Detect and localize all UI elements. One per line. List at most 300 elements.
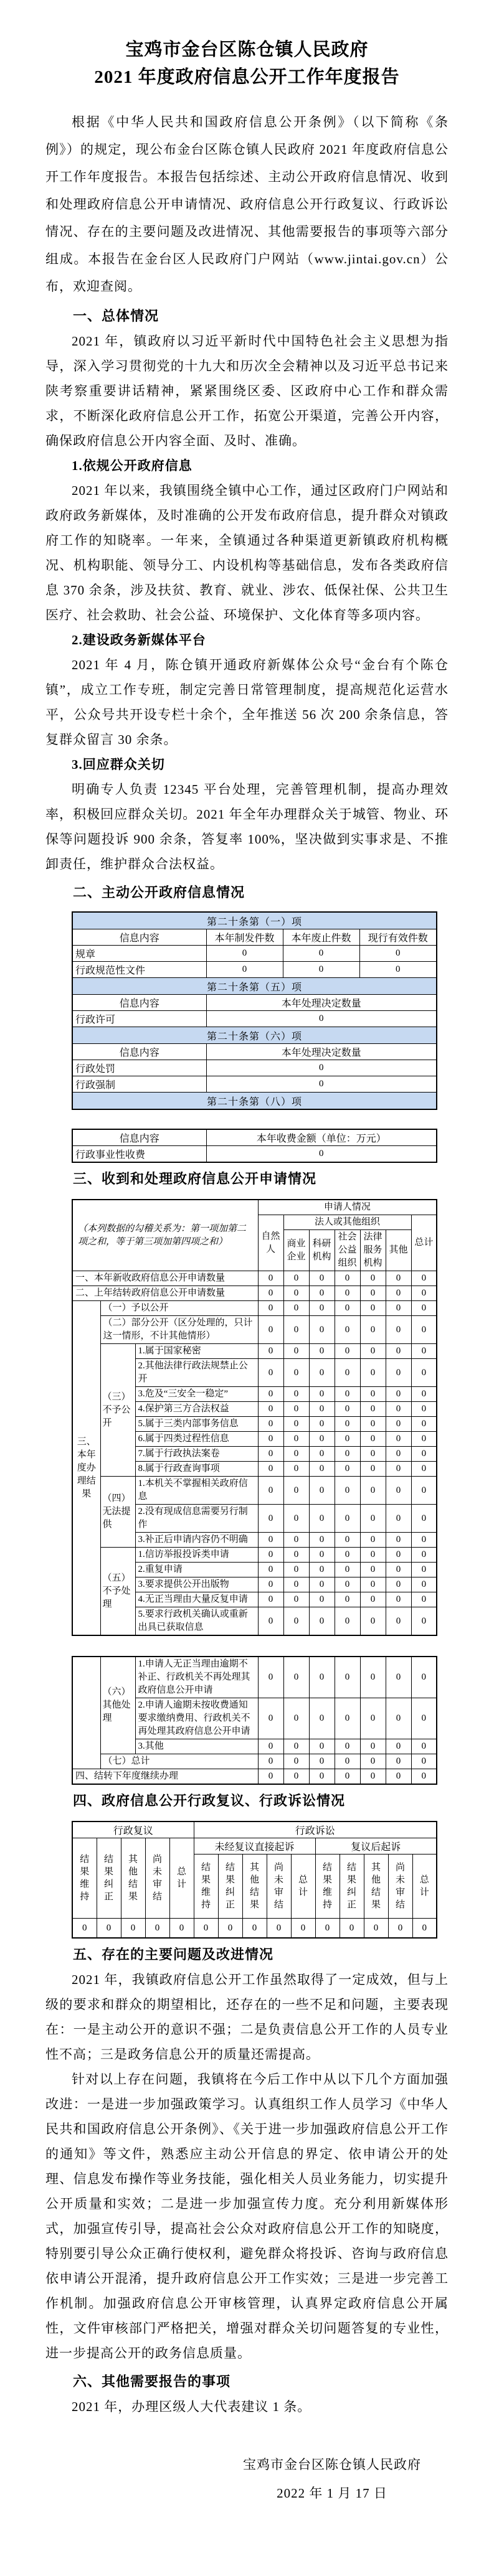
value-cell: 0 xyxy=(283,1577,309,1592)
value-cell: 0 xyxy=(258,1316,283,1344)
value-cell: 0 xyxy=(309,1533,335,1548)
table-header-row xyxy=(72,995,437,1011)
value-cell: 0 xyxy=(335,1505,360,1533)
table-row xyxy=(72,1316,437,1344)
value-cell: 0 xyxy=(258,1698,283,1739)
value-cell: 0 xyxy=(411,1607,437,1636)
table-header-row xyxy=(72,929,437,946)
value-cell: 0 xyxy=(360,1417,386,1432)
column-header: 社会公益组织 xyxy=(335,1230,360,1271)
row-label: 二、上年结转政府信息公开申请数量 xyxy=(72,1286,258,1301)
value-cell: 0 xyxy=(309,1548,335,1563)
value-cell: 0 xyxy=(411,1316,437,1344)
value-cell: 0 xyxy=(309,1462,335,1477)
table-row xyxy=(72,1286,437,1301)
value-cell: 0 xyxy=(386,1462,411,1477)
value-cell: 0 xyxy=(283,1432,309,1447)
value-cell: 0 xyxy=(386,1417,411,1432)
row-label: 1.属于国家秘密 xyxy=(135,1344,258,1359)
value-cell: 0 xyxy=(359,946,437,962)
group-label-unable: （四）无法提供 xyxy=(100,1477,135,1548)
value-cell: 0 xyxy=(258,1769,283,1785)
group-label-other: （六）其他处理 xyxy=(100,1657,135,1754)
overview-paragraph: 2021 年，镇政府以习近平新时代中国特色社会主义思想为指导，深入学习贯彻党的十九大和历次全会精神以及习近平总书记来陕考察重要讲话精神，紧紧围绕区委、区政府中心工作和群众需求，不断深化政府信息公开工作，拓宽公开渠道，完善公开内容，确保政府信息公开内容全面、及时、准确。 xyxy=(45,334,449,448)
value-cell: 0 xyxy=(169,1919,194,1939)
value-cell: 0 xyxy=(206,962,283,978)
section-heading-applications: 三、收到和处理政府信息公开申请情况 xyxy=(73,1171,317,1187)
value-cell: 0 xyxy=(283,1657,309,1698)
value-cell: 0 xyxy=(360,1505,386,1533)
table-row xyxy=(72,1146,437,1163)
value-cell: 0 xyxy=(283,1477,309,1505)
group-label-results: 三、本年度办理结果 xyxy=(72,1301,100,1636)
value-cell: 0 xyxy=(411,1286,437,1301)
table-row xyxy=(72,1301,437,1316)
row-label: 3.其他 xyxy=(135,1739,258,1754)
value-cell: 0 xyxy=(335,1657,360,1698)
value-cell: 0 xyxy=(386,1657,411,1698)
column-header xyxy=(97,1838,121,1919)
value-cell: 0 xyxy=(218,1919,242,1939)
value-cell: 0 xyxy=(360,1286,386,1301)
value-cell: 0 xyxy=(360,1301,386,1316)
value-cell: 0 xyxy=(360,1271,386,1286)
table-header-row xyxy=(72,1838,437,1854)
row-label: 四、结转下年度继续办理 xyxy=(72,1769,258,1785)
value-cell: 0 xyxy=(335,1754,360,1769)
value-cell: 0 xyxy=(411,1359,437,1387)
value-cell: 0 xyxy=(386,1548,411,1563)
value-cell: 0 xyxy=(309,1592,335,1607)
value-cell: 0 xyxy=(121,1919,145,1939)
value-cell: 0 xyxy=(309,1607,335,1636)
value-cell: 0 xyxy=(386,1698,411,1739)
value-cell: 0 xyxy=(206,1060,437,1076)
value-cell: 0 xyxy=(283,1286,309,1301)
value-cell: 0 xyxy=(283,1769,309,1785)
value-cell: 0 xyxy=(364,1919,388,1939)
value-cell: 0 xyxy=(258,1344,283,1359)
value-cell: 0 xyxy=(386,1301,411,1316)
value-cell: 0 xyxy=(360,1548,386,1563)
value-cell: 0 xyxy=(411,1592,437,1607)
row-label: 3.危及“三安全一稳定” xyxy=(135,1387,258,1402)
value-cell: 0 xyxy=(411,1769,437,1785)
value-cell: 0 xyxy=(360,1739,386,1754)
column-header: 本年制发件数 xyxy=(206,929,283,946)
section-heading-other-matters: 六、其他需要报告的事项 xyxy=(73,2374,231,2389)
table-row xyxy=(72,1344,437,1359)
band-article20-item8: 第二十条第（八）项 xyxy=(72,1093,437,1110)
value-cell: 0 xyxy=(258,1402,283,1417)
value-cell: 0 xyxy=(360,1477,386,1505)
value-cell: 0 xyxy=(360,1657,386,1698)
value-cell: 0 xyxy=(335,1592,360,1607)
column-header-legal-group: 法人或其他组织 xyxy=(283,1215,411,1230)
value-cell: 0 xyxy=(335,1417,360,1432)
vertical-label: 结果纠正 xyxy=(346,1863,356,1910)
value-cell: 0 xyxy=(411,1462,437,1477)
table-row xyxy=(72,1548,437,1563)
value-cell: 0 xyxy=(309,1769,335,1785)
vertical-label: 尚未审结 xyxy=(273,1863,283,1910)
value-cell: 0 xyxy=(360,1387,386,1402)
value-cell: 0 xyxy=(258,1447,283,1462)
column-header xyxy=(121,1838,145,1919)
vertical-label: 总计 xyxy=(298,1875,308,1897)
value-cell: 0 xyxy=(360,1402,386,1417)
respond-concerns-paragraph: 明确专人负责 12345 平台处理，完善管理机制，提高办理效率，积极回应群众关切。2021 年全年办理群众关于城管、物业、环保等问题投诉 900 余条，答复率 100%，坚决做到实事求是、不推卸责任，维护群众合法权益。 xyxy=(45,782,449,872)
band-article20-item1: 第二十条第（一）项 xyxy=(72,912,437,929)
column-header: 信息内容 xyxy=(72,1129,206,1146)
column-header xyxy=(412,1854,437,1919)
value-cell: 0 xyxy=(411,1548,437,1563)
column-header xyxy=(242,1854,267,1919)
column-header xyxy=(291,1854,315,1919)
group-label-reject: （五）不予处理 xyxy=(100,1548,135,1636)
value-cell: 0 xyxy=(359,962,437,978)
value-cell: 0 xyxy=(411,1533,437,1548)
value-cell: 0 xyxy=(242,1919,267,1939)
row-label: 行政事业性收费 xyxy=(72,1146,206,1163)
vertical-label: 结果纠正 xyxy=(103,1854,113,1902)
value-cell: 0 xyxy=(206,1076,437,1093)
value-cell: 0 xyxy=(283,1301,309,1316)
value-cell: 0 xyxy=(386,1607,411,1636)
applications-table-part2 xyxy=(72,1656,437,1785)
row-label: 3.补正后申请内容仍不明确 xyxy=(135,1533,258,1548)
vertical-label: 结果维持 xyxy=(201,1863,211,1910)
value-cell: 0 xyxy=(386,1592,411,1607)
value-cell: 0 xyxy=(335,1563,360,1577)
value-cell: 0 xyxy=(283,1316,309,1344)
table-band-row xyxy=(72,1027,437,1044)
value-cell: 0 xyxy=(283,1402,309,1417)
value-cell: 0 xyxy=(309,1402,335,1417)
after-review-lawsuit-header: 复议后起诉 xyxy=(315,1838,437,1854)
vertical-label: 其他结果 xyxy=(371,1863,381,1910)
review-lawsuit-table xyxy=(72,1821,437,1939)
page-break-gap xyxy=(45,1636,449,1656)
value-cell: 0 xyxy=(258,1387,283,1402)
intro-paragraph: 根据《中华人民共和国政府信息公开条例》（以下简称《条例》）的规定，现公布金台区陈仓镇人民政府 2021 年度政府信息公开工作年度报告。本报告包括综述、主动公开政府信息情况、收到和处理政府信息公开申请情况、政府信息公开行政复议、行政诉讼情况、存在的主要问题及改进情况、其他需要报告的事项等六部分组成。本报告在金台区人民政府门户网站（www.jintai.gov.cn）公布，欢迎查阅。 xyxy=(45,115,449,294)
value-cell: 0 xyxy=(258,1505,283,1533)
column-header xyxy=(218,1854,242,1919)
column-header: 科研机构 xyxy=(309,1230,335,1271)
value-cell: 0 xyxy=(360,1592,386,1607)
row-label: 5.要求行政机关确认或重新出具已获取信息 xyxy=(135,1607,258,1636)
subheading-disclosure-by-rule: 1.依规公开政府信息 xyxy=(72,458,192,473)
value-cell: 0 xyxy=(360,1447,386,1462)
table-note: （本列数据的勾稽关系为：第一项加第二项之和，等于第三项加第四项之和） xyxy=(72,1200,258,1271)
column-header xyxy=(169,1838,194,1919)
signature-date: 2022 年 1 月 17 日 xyxy=(277,2486,387,2501)
section-heading-proactive-disclosure: 二、主动公开政府信息情况 xyxy=(73,885,245,900)
value-cell: 0 xyxy=(258,1477,283,1505)
row-label: 7.属于行政执法案卷 xyxy=(135,1447,258,1462)
value-cell: 0 xyxy=(411,1563,437,1577)
empty-cell xyxy=(72,1657,100,1769)
row-label: 1.本机关不掌握相关政府信息 xyxy=(135,1477,258,1505)
value-cell: 0 xyxy=(386,1505,411,1533)
value-cell: 0 xyxy=(388,1919,412,1939)
vertical-label: 结果维持 xyxy=(322,1863,332,1910)
value-cell: 0 xyxy=(283,1387,309,1402)
value-cell: 0 xyxy=(335,1477,360,1505)
value-cell: 0 xyxy=(258,1754,283,1769)
value-cell: 0 xyxy=(360,1316,386,1344)
table-row xyxy=(72,1271,437,1286)
value-cell: 0 xyxy=(283,1563,309,1577)
value-cell: 0 xyxy=(335,1271,360,1286)
value-cell: 0 xyxy=(360,1359,386,1387)
row-label: 5.属于三类内部事务信息 xyxy=(135,1417,258,1432)
value-cell: 0 xyxy=(309,1359,335,1387)
value-cell: 0 xyxy=(335,1462,360,1477)
value-cell: 0 xyxy=(258,1548,283,1563)
value-cell: 0 xyxy=(386,1563,411,1577)
vertical-label: 总计 xyxy=(176,1867,186,1889)
subheading-respond-concerns: 3.回应群众关切 xyxy=(72,757,165,772)
value-cell: 0 xyxy=(386,1769,411,1785)
value-cell: 0 xyxy=(386,1739,411,1754)
vertical-label: 尚未审结 xyxy=(152,1854,162,1902)
row-label: 4.无正当理由大量反复申请 xyxy=(135,1592,258,1607)
value-cell: 0 xyxy=(411,1657,437,1698)
row-label: 2.没有现成信息需要另行制作 xyxy=(135,1505,258,1533)
article20-item8-table xyxy=(72,1129,437,1163)
row-label: 规章 xyxy=(72,946,206,962)
value-cell: 0 xyxy=(386,1402,411,1417)
value-cell: 0 xyxy=(411,1417,437,1432)
review-header: 行政复议 xyxy=(72,1822,194,1838)
value-cell: 0 xyxy=(386,1477,411,1505)
row-label: 行政许可 xyxy=(72,1011,206,1027)
table-row xyxy=(72,962,437,978)
table-row xyxy=(72,1011,437,1027)
value-cell: 0 xyxy=(309,1344,335,1359)
column-header xyxy=(388,1854,412,1919)
value-cell: 0 xyxy=(283,1739,309,1754)
lawsuit-header: 行政诉讼 xyxy=(194,1822,437,1838)
section-heading-overview: 一、总体情况 xyxy=(73,308,159,324)
value-cell: 0 xyxy=(411,1402,437,1417)
value-cell: 0 xyxy=(386,1271,411,1286)
value-cell: 0 xyxy=(283,1344,309,1359)
value-cell: 0 xyxy=(335,1432,360,1447)
applications-table-part1 xyxy=(72,1199,437,1636)
page-title-line1: 宝鸡市金台区陈仓镇人民政府 xyxy=(125,40,369,60)
value-cell: 0 xyxy=(386,1286,411,1301)
column-header: 本年废止件数 xyxy=(283,929,359,946)
column-header xyxy=(340,1854,364,1919)
value-cell: 0 xyxy=(360,1577,386,1592)
column-header xyxy=(145,1838,169,1919)
table-header-row xyxy=(72,1044,437,1060)
column-header: 信息内容 xyxy=(72,995,206,1011)
vertical-label: 其他结果 xyxy=(249,1863,259,1910)
row-label: （一）予以公开 xyxy=(100,1301,258,1316)
value-cell: 0 xyxy=(335,1698,360,1739)
vertical-label: 总计 xyxy=(419,1875,429,1897)
value-cell: 0 xyxy=(411,1477,437,1505)
value-cell: 0 xyxy=(258,1286,283,1301)
column-header: 其他 xyxy=(386,1230,411,1271)
value-cell: 0 xyxy=(411,1447,437,1462)
value-cell: 0 xyxy=(335,1533,360,1548)
value-cell: 0 xyxy=(258,1301,283,1316)
value-cell: 0 xyxy=(283,1548,309,1563)
row-label: 6.属于四类过程性信息 xyxy=(135,1432,258,1447)
table-row xyxy=(72,1076,437,1093)
vertical-label: 结果纠正 xyxy=(225,1863,235,1910)
value-cell: 0 xyxy=(411,1505,437,1533)
page-break-gap xyxy=(45,1110,449,1129)
vertical-label: 尚未审结 xyxy=(395,1863,405,1910)
value-cell: 0 xyxy=(258,1607,283,1636)
value-cell: 0 xyxy=(360,1344,386,1359)
value-cell: 0 xyxy=(309,1316,335,1344)
value-cell: 0 xyxy=(309,1286,335,1301)
value-cell: 0 xyxy=(283,946,359,962)
value-cell: 0 xyxy=(206,1011,437,1027)
table-row xyxy=(72,1919,437,1939)
row-label: 8.属于行政查询事项 xyxy=(135,1462,258,1477)
table-row xyxy=(72,1657,437,1698)
vertical-label: 其他结果 xyxy=(128,1854,138,1902)
column-header xyxy=(72,1838,97,1919)
value-cell: 0 xyxy=(206,946,283,962)
value-cell: 0 xyxy=(194,1919,218,1939)
value-cell: 0 xyxy=(72,1919,97,1939)
table-band-row xyxy=(72,1093,437,1110)
column-header: 本年收费金额（单位：万元） xyxy=(206,1129,437,1146)
value-cell: 0 xyxy=(360,1754,386,1769)
column-header xyxy=(315,1854,340,1919)
value-cell: 0 xyxy=(386,1432,411,1447)
value-cell: 0 xyxy=(335,1548,360,1563)
value-cell: 0 xyxy=(309,1739,335,1754)
column-header-total: 总计 xyxy=(411,1215,437,1271)
value-cell: 0 xyxy=(258,1592,283,1607)
table-row xyxy=(72,1477,437,1505)
value-cell: 0 xyxy=(411,1301,437,1316)
value-cell: 0 xyxy=(360,1462,386,1477)
value-cell: 0 xyxy=(360,1563,386,1577)
value-cell: 0 xyxy=(309,1657,335,1698)
value-cell: 0 xyxy=(283,1754,309,1769)
value-cell: 0 xyxy=(206,1146,437,1163)
row-label: 行政规范性文件 xyxy=(72,962,206,978)
value-cell: 0 xyxy=(258,1417,283,1432)
table-band-row xyxy=(72,912,437,929)
value-cell: 0 xyxy=(335,1402,360,1417)
value-cell: 0 xyxy=(412,1919,437,1939)
row-label: 1.申请人无正当理由逾期不补正、行政机关不再处理其政府信息公开申请 xyxy=(135,1657,258,1698)
value-cell: 0 xyxy=(309,1417,335,1432)
column-header: 法律服务机构 xyxy=(360,1230,386,1271)
applicant-header: 申请人情况 xyxy=(258,1200,437,1215)
value-cell: 0 xyxy=(309,1432,335,1447)
value-cell: 0 xyxy=(335,1739,360,1754)
column-header: 商业企业 xyxy=(283,1230,309,1271)
column-header: 信息内容 xyxy=(72,929,206,946)
row-label: 行政处罚 xyxy=(72,1060,206,1076)
column-header xyxy=(364,1854,388,1919)
band-article20-item6: 第二十条第（六）项 xyxy=(72,1027,437,1044)
row-label: 一、本年新收政府信息公开申请数量 xyxy=(72,1271,258,1286)
problems-paragraph: 2021 年，我镇政府信息公开工作虽然取得了一定成效，但与上级的要求和群众的期望相比，还存在的一些不足和问题，主要表现在：一是主动公开的意识不强；二是负责信息公开工作的人员专业性不高；三是政务信息公开的质量还需提高。 xyxy=(45,1972,449,2062)
value-cell: 0 xyxy=(335,1286,360,1301)
value-cell: 0 xyxy=(386,1316,411,1344)
column-header: 信息内容 xyxy=(72,1044,206,1060)
value-cell: 0 xyxy=(309,1698,335,1739)
value-cell: 0 xyxy=(411,1271,437,1286)
value-cell: 0 xyxy=(283,1417,309,1432)
value-cell: 0 xyxy=(360,1607,386,1636)
row-label: （七）总计 xyxy=(100,1754,258,1769)
column-header: 本年处理决定数量 xyxy=(206,995,437,1011)
table-header-row xyxy=(72,1822,437,1838)
value-cell: 0 xyxy=(309,1271,335,1286)
row-label: 4.保护第三方合法权益 xyxy=(135,1402,258,1417)
value-cell: 0 xyxy=(309,1577,335,1592)
row-label: 1.信访举报投诉类申请 xyxy=(135,1548,258,1563)
disclosure-by-rule-paragraph: 2021 年以来，我镇围绕全镇中心工作，通过区政府门户网站和政府政务新媒体，及时准确的公开发布政府信息，提升群众对镇政府工作的知晓率。一年来，全镇通过各种渠道更新镇政府机构概况、机构职能、领导分工、内设机构等基础信息，发布各类政府信息 370 余条，涉及扶贫、教育、就业、涉农、低保社保、公共卫生医疗、社会救助、社会公益、环境保护、文化体育等多项内容。 xyxy=(45,483,449,623)
value-cell: 0 xyxy=(309,1505,335,1533)
row-label: 2.申请人逾期未按收费通知要求缴纳费用、行政机关不再处理其政府信息公开申请 xyxy=(135,1698,258,1739)
band-article20-item5: 第二十条第（五）项 xyxy=(72,978,437,995)
vertical-label: 结果维持 xyxy=(80,1854,90,1902)
value-cell: 0 xyxy=(386,1533,411,1548)
table-header-row xyxy=(72,1129,437,1146)
value-cell: 0 xyxy=(283,1505,309,1533)
value-cell: 0 xyxy=(309,1477,335,1505)
row-label: 行政强制 xyxy=(72,1076,206,1093)
table-row xyxy=(72,1060,437,1076)
value-cell: 0 xyxy=(283,1462,309,1477)
value-cell: 0 xyxy=(411,1344,437,1359)
value-cell: 0 xyxy=(335,1769,360,1785)
value-cell: 0 xyxy=(335,1301,360,1316)
new-media-paragraph: 2021 年 4 月，陈仓镇开通政府新媒体公众号“金台有个陈仓镇”，成立工作专班，制定完善日常管理制度，提高规范化运营水平，公众号共开设专栏十余个，全年推送 56 次 200 余条信息，答复群众留言 30 余条。 xyxy=(45,657,449,747)
row-label: 2.其他法律行政法规禁止公开 xyxy=(135,1359,258,1387)
row-label: （二）部分公开（区分处理的，只计这一情形，不计其他情形） xyxy=(100,1316,258,1344)
value-cell: 0 xyxy=(340,1919,364,1939)
value-cell: 0 xyxy=(258,1359,283,1387)
value-cell: 0 xyxy=(360,1769,386,1785)
value-cell: 0 xyxy=(360,1698,386,1739)
value-cell: 0 xyxy=(411,1698,437,1739)
table-row xyxy=(72,1769,437,1785)
page-title-line2: 2021 年度政府信息公开工作年度报告 xyxy=(94,67,400,87)
table-row xyxy=(72,1754,437,1769)
row-label: 3.要求提供公开出版物 xyxy=(135,1577,258,1592)
value-cell: 0 xyxy=(386,1344,411,1359)
value-cell: 0 xyxy=(283,1592,309,1607)
value-cell: 0 xyxy=(335,1387,360,1402)
group-label-refuse: （三）不予公开 xyxy=(100,1344,135,1477)
value-cell: 0 xyxy=(309,1563,335,1577)
value-cell: 0 xyxy=(309,1301,335,1316)
value-cell: 0 xyxy=(386,1359,411,1387)
value-cell: 0 xyxy=(411,1432,437,1447)
other-matters-paragraph: 2021 年，办理区级人大代表建议 1 条。 xyxy=(72,2399,311,2414)
value-cell: 0 xyxy=(258,1271,283,1286)
value-cell: 0 xyxy=(258,1563,283,1577)
column-header: 本年处理决定数量 xyxy=(206,1044,437,1060)
value-cell: 0 xyxy=(258,1432,283,1447)
